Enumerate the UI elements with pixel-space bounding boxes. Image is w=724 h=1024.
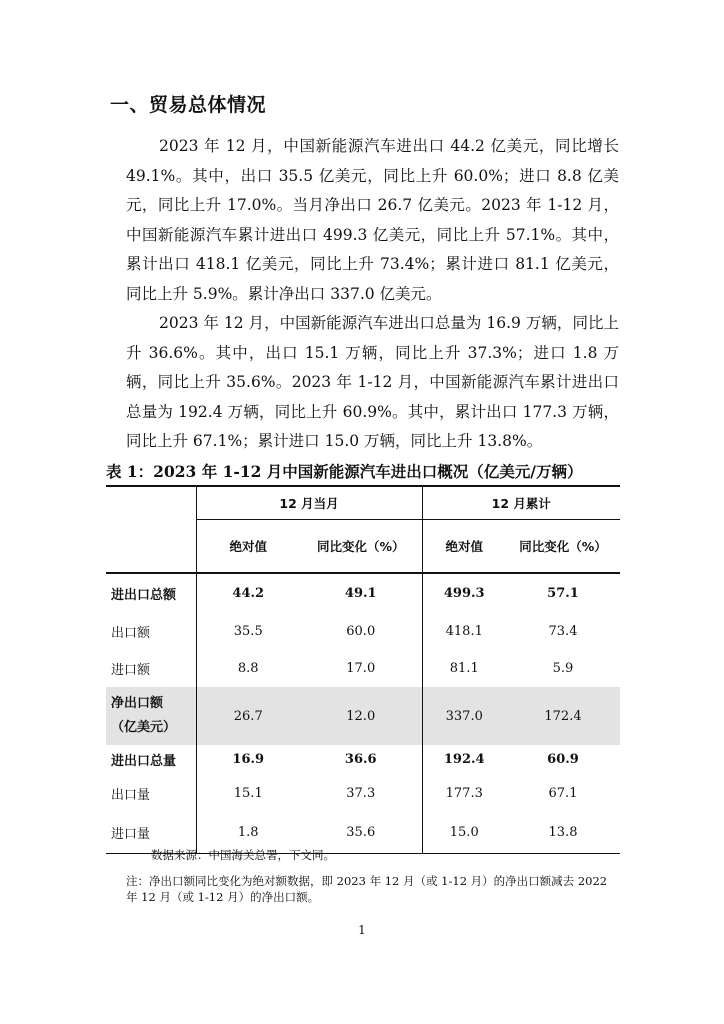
data-source-note: 数据来源：中国海关总署，下文同。 [151, 848, 335, 862]
column-header: 绝对值 [229, 538, 267, 554]
table-caption: 表 1：2023 年 1-12 月中国新能源汽车进出口概况（亿美元/万辆） [106, 462, 583, 481]
page-number: 1 [358, 923, 366, 937]
group-header-monthly: 12 月当月 [196, 486, 422, 519]
table-row [106, 745, 620, 773]
row-label: 进出口总额 [106, 573, 196, 613]
row-label: 出口量 [106, 773, 196, 813]
table-corner-cell [106, 486, 196, 519]
table-cell: 8.8 [237, 660, 259, 676]
row-label-line2: （亿美元） [111, 720, 177, 735]
column-header: 同比变化（%） [519, 538, 607, 554]
trade-summary-table [106, 485, 620, 854]
table-cell: 1.8 [196, 813, 300, 853]
table-cell: 337.0 [422, 687, 506, 745]
table-cell: 35.5 [233, 623, 263, 639]
table-corner-cell [106, 519, 196, 573]
table-cell: 35.6 [300, 813, 422, 853]
paragraph-trade-volume: 2023 年 12 月，中国新能源汽车进出口总量为 16.9 万辆，同比上升 36.6%。其中，出口 15.1 万辆，同比上升 37.3%；进口 1.8 万辆，同比上升 35.6%。2023 年 1-12 月，中国新能源汽车累计进出口总量为 192.4 万辆，同比上升 60.9%。其中，累计出口 177.3 万辆，同比上升 67.1%；累计进口 15.0 万辆，同比上升 13.8%。 [126, 314, 619, 450]
row-label [106, 687, 196, 745]
table-cell: 36.6 [300, 745, 422, 773]
section-heading: 一、贸易总体情况 [110, 94, 267, 116]
table-cell: 57.1 [506, 573, 620, 613]
table-cell: 15.0 [422, 813, 506, 853]
table-cell: 60.9 [547, 751, 579, 767]
table-cell: 172.4 [506, 687, 620, 745]
table-cell: 37.3 [300, 773, 422, 813]
footnote: 注：净出口额同比变化为绝对额数据，即 2023 年 12 月（或 1-12 月）的净出口额减去 2022 年 12 月（或 1-12 月）的净出口额。 [126, 874, 608, 904]
table-cell: 60.0 [300, 613, 422, 649]
table-row [106, 573, 620, 613]
table-cell: 17.0 [300, 649, 422, 687]
row-label: 出口额 [106, 613, 196, 649]
table-row [106, 773, 620, 813]
table-cell: 67.1 [548, 785, 578, 801]
row-label: 进口量 [106, 813, 196, 853]
column-header: 同比变化（%） [300, 519, 422, 573]
table-cell: 49.1 [300, 573, 422, 613]
table-cell: 192.4 [443, 751, 485, 767]
table-cell: 15.1 [233, 785, 263, 801]
group-header-cumulative: 12 月累计 [422, 486, 620, 519]
table-cell: 5.9 [552, 660, 574, 676]
table-row [106, 613, 620, 649]
table-cell: 499.3 [422, 573, 506, 613]
paragraph-trade-value: 2023 年 12 月，中国新能源汽车进出口 44.2 亿美元，同比增长 49.1%。其中，出口 35.5 亿美元，同比上升 60.0%；进口 8.8 亿美元，同比上升 17.0%。当月净出口 26.7 亿美元。2023 年 1-12 月，中国新能源汽车累计进出口 499.3 亿美元，同比上升 57.1%。其中，累计出口 418.1 亿美元，同比上升 73.4%；累计进口 81.1 亿美元，同比上升 5.9%。累计净出口 337.0 亿美元。 [126, 137, 619, 303]
row-label-line1: 净出口额 [111, 696, 164, 711]
table-cell: 177.3 [445, 785, 483, 801]
table-cell: 16.9 [232, 751, 265, 767]
table-cell: 81.1 [449, 660, 479, 676]
table-cell: 73.4 [548, 623, 578, 639]
row-label: 进出口总量 [106, 745, 196, 773]
table-cell: 12.0 [300, 687, 422, 745]
table-row-highlighted [106, 687, 620, 745]
column-header: 绝对值 [445, 538, 483, 554]
table-cell: 13.8 [506, 813, 620, 853]
table-cell: 26.7 [196, 687, 300, 745]
row-label: 进口额 [106, 649, 196, 687]
table-row [106, 649, 620, 687]
table-cell: 418.1 [445, 623, 483, 639]
table-cell: 44.2 [196, 573, 300, 613]
